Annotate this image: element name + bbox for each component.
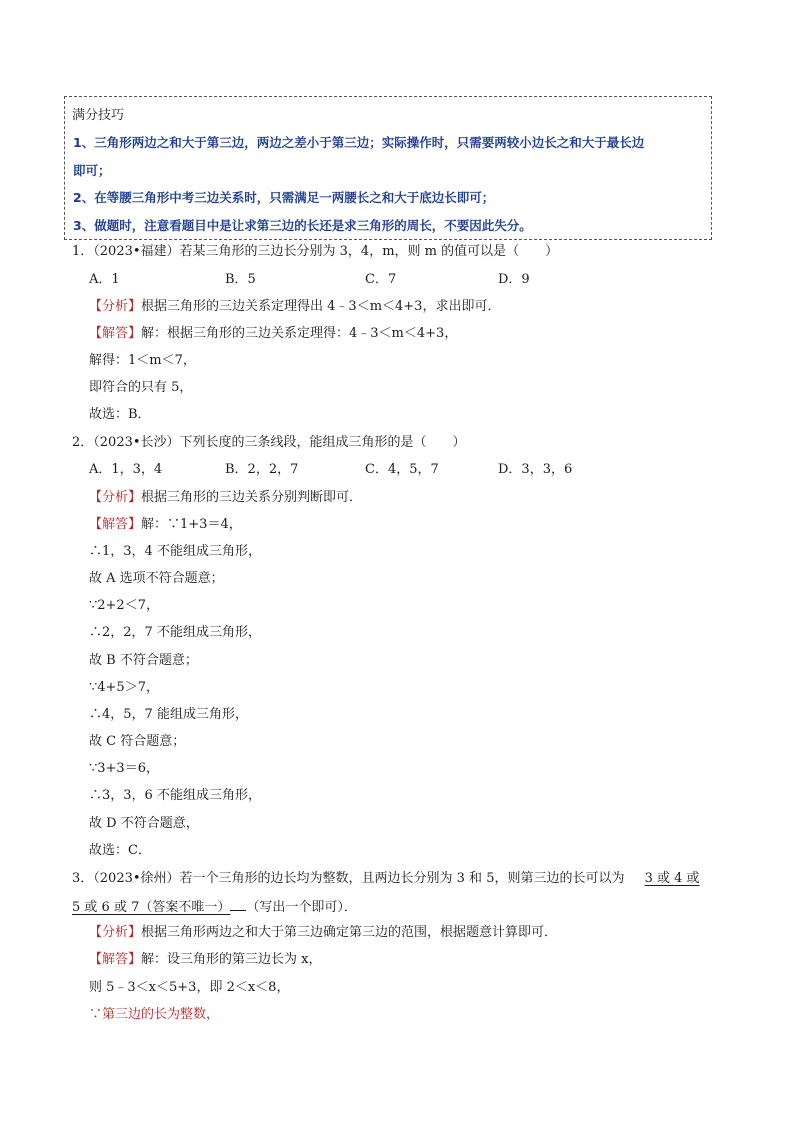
- tip-line-3: 3、做题时，注意看题目中是让求第三边的长还是求三角形的周长，不要因此失分。: [73, 218, 532, 233]
- q3-analysis-tag: 【分析】: [89, 925, 142, 940]
- q2-step-12: 故选：C．: [89, 843, 151, 858]
- q2-option-c: C．4，5，7: [365, 462, 439, 477]
- q2-option-d: D．3，3，6: [498, 462, 573, 477]
- q1-option-d: D．9: [498, 272, 530, 287]
- q1-step-2: 即符合的只有 5，: [89, 380, 193, 395]
- q2-option-b: B．2，2，7: [225, 462, 299, 477]
- q2-step-4: ∴2，2，7 不能组成三角形，: [89, 625, 261, 640]
- q2-step-11: 故 D 不符合题意，: [89, 816, 199, 831]
- q1-analysis-text: 根据三角形的三边关系定理得出 4﹣3＜m＜4+3，求出即可．: [141, 299, 501, 314]
- tip-line-1: 1、三角形两边之和大于第三边，两边之差小于第三边；实际操作时，只需要两较小边长之和大于最长边: [73, 135, 645, 150]
- q3-stem-2: [72, 898, 357, 916]
- q3-last: ∵第三边的长为整数，: [89, 1007, 220, 1022]
- q2-step-6: ∵4+5＞7，: [89, 680, 159, 695]
- q3-blank-b: 5 或 6 或 7（答案不唯一）: [72, 900, 231, 915]
- q3-blank-gap: [230, 898, 246, 911]
- tips-box: [64, 96, 712, 240]
- q2-answer: [89, 517, 242, 533]
- q2-step-10: ∴3，3，6 不能组成三角形，: [89, 788, 261, 803]
- q3-answer-text: 解：设三角形的第三边长为 x，: [141, 952, 322, 967]
- q2-step-5: 故 B 不符合题意；: [89, 653, 198, 668]
- q3-blank-a: 3 或 4 或: [644, 871, 700, 886]
- q2-step-2: 故 A 选项不符合题意；: [89, 571, 224, 586]
- q1-option-c: C．7: [365, 272, 397, 287]
- q2-stem: 2．（2023•长沙）下列长度的三条线段，能组成三角形的是（ ）: [72, 435, 466, 450]
- q2-step-7: ∴4，5，7 能组成三角形，: [89, 707, 248, 722]
- q3-step-1: 则 5﹣3＜x＜5+3，即 2＜x＜8，: [89, 980, 290, 995]
- q1-option-b: B．5: [225, 272, 256, 287]
- q3-analysis: [89, 925, 557, 941]
- q1-answer-tag: 【解答】: [89, 326, 142, 341]
- q1-step-1: 解得：1＜m＜7，: [89, 353, 196, 368]
- tip-line-2: 2、在等腰三角形中考三边关系时，只需满足一两腰长之和大于底边长即可；: [73, 190, 495, 205]
- q3-analysis-text: 根据三角形两边之和大于第三边确定第三边的范围，根据题意计算即可．: [141, 925, 558, 940]
- q1-analysis: [89, 299, 500, 315]
- q2-analysis-tag: 【分析】: [89, 490, 142, 505]
- q1-analysis-tag: 【分析】: [89, 299, 142, 314]
- q1-stem: 1．（2023•福建）若某三角形的三边长分别为 3，4，m，则 m 的值可以是（ ）: [72, 244, 559, 259]
- tip-line-1b: 即可；: [73, 163, 111, 178]
- q3-answer: [89, 952, 321, 968]
- q2-analysis-text: 根据三角形的三边关系分别判断即可．: [141, 490, 363, 505]
- q3-tail: （写出一个即可）．: [246, 900, 357, 915]
- tips-title: 满分技巧: [72, 108, 125, 123]
- q2-step-9: ∵3+3＝6，: [89, 761, 159, 776]
- q3-stem: [72, 871, 700, 887]
- q1-option-a: A．1: [89, 272, 120, 287]
- q3-answer-tag: 【解答】: [89, 952, 142, 967]
- q1-step-3: 故选：B．: [89, 407, 151, 422]
- q2-step-8: 故 C 符合题意；: [89, 734, 186, 749]
- q2-step-1: ∴1，3，4 不能组成三角形，: [89, 544, 261, 559]
- q2-step-3: ∵2+2＜7，: [89, 598, 159, 613]
- q1-answer: [89, 326, 457, 342]
- q2-option-a: A．1，3，4: [89, 462, 163, 477]
- q2-answer-text: 解：∵1+3＝4，: [141, 517, 242, 532]
- q1-answer-text: 解：根据三角形的三边关系定理得：4﹣3＜m＜4+3，: [141, 326, 458, 341]
- q2-answer-tag: 【解答】: [89, 517, 142, 532]
- q2-analysis: [89, 490, 362, 506]
- q3-stem-text: 3．（2023•徐州）若一个三角形的边长均为整数，且两边长分别为 3 和 5，则第三边的长可以为: [72, 871, 625, 886]
